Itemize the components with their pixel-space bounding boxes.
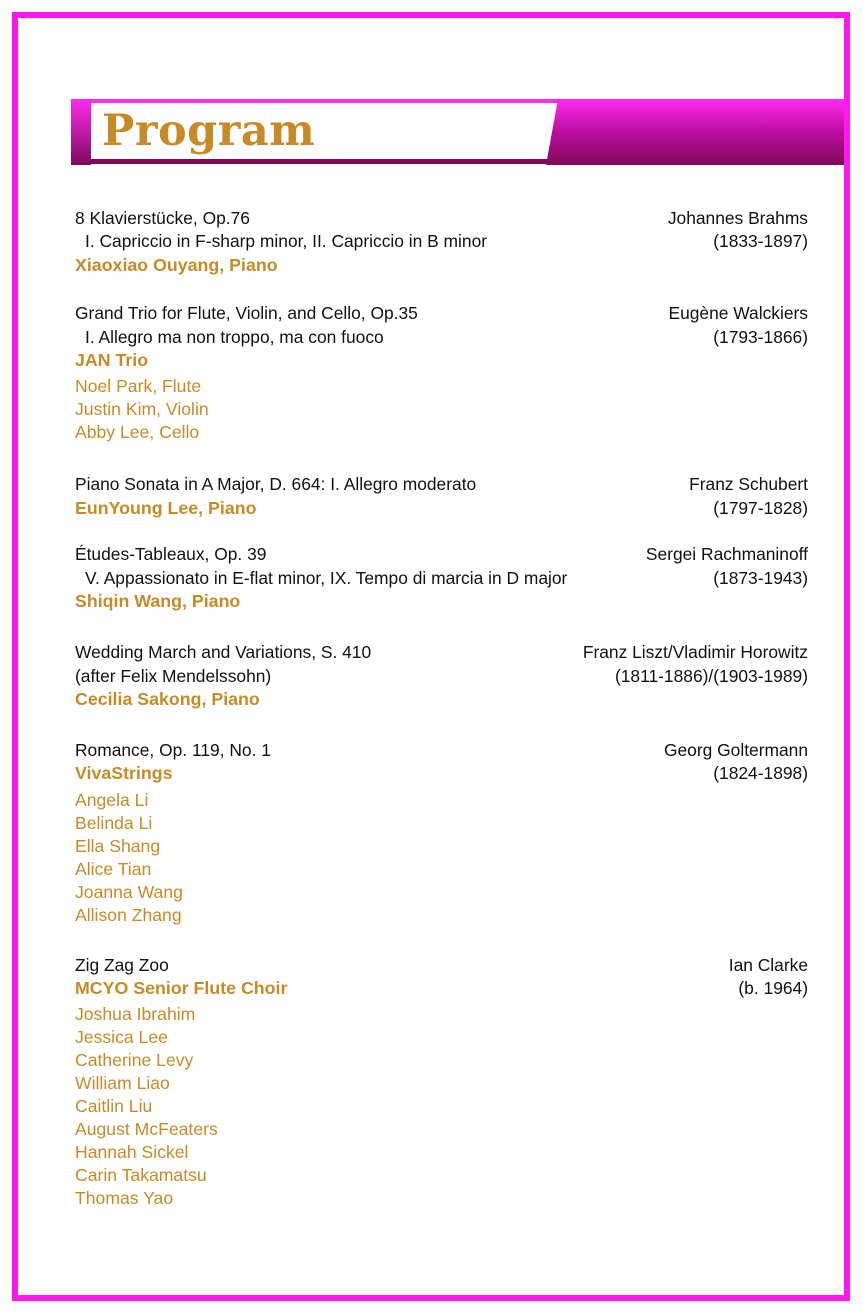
composer-name: Franz Liszt/Vladimir Horowitz: [582, 642, 808, 663]
performer: Shiqin Wang, Piano: [75, 591, 241, 612]
program-list: [75, 207, 808, 1210]
program-item-liszt-horowitz: [75, 641, 808, 711]
ensemble-member: Noel Park, Flute: [75, 376, 202, 397]
composer-dates: (1873-1943): [713, 567, 808, 588]
band-left-bar: [71, 99, 91, 165]
program-item-goltermann: [75, 739, 808, 927]
performer: VivaStrings: [75, 763, 173, 784]
ensemble-member: Angela Li: [75, 789, 149, 810]
composer-name: Eugène Walckiers: [668, 303, 808, 324]
piece-title: 8 Klavierstücke, Op.76: [75, 208, 250, 228]
ensemble-member: Abby Lee, Cello: [75, 422, 200, 443]
composer-name: Sergei Rachmaninoff: [645, 544, 808, 565]
page-title: Program: [102, 106, 316, 156]
ensemble-members: [75, 1003, 808, 1210]
piece-subtitle: (after Felix Mendelssohn): [75, 665, 272, 686]
ensemble-member: Allison Zhang: [75, 904, 182, 925]
performer: Xiaoxiao Ouyang, Piano: [75, 254, 278, 275]
performer: MCYO Senior Flute Choir: [75, 977, 288, 998]
piece-movements: I. Capriccio in F-sharp minor, II. Capriccio in B minor: [85, 231, 488, 252]
ensemble-member: Catherine Levy: [75, 1050, 194, 1071]
composer-name: Ian Clarke: [728, 954, 808, 975]
band-right-block: [546, 99, 844, 165]
piece-title: Romance, Op. 119, No. 1: [75, 739, 271, 760]
composer-dates: (1797-1828): [713, 497, 808, 518]
piece-movements: V. Appassionato in E-flat minor, IX. Tempo di marcia in D major: [85, 567, 568, 588]
performer: JAN Trio: [75, 350, 149, 371]
ensemble-member: August McFeaters: [75, 1119, 218, 1140]
program-item-schubert: [75, 473, 808, 520]
ensemble-member: Caitlin Liu: [75, 1096, 153, 1117]
composer-dates: (1793-1866): [713, 326, 808, 347]
piece-title: Wedding March and Variations, S. 410: [75, 642, 372, 663]
performer: Cecilia Sakong, Piano: [75, 689, 260, 710]
ensemble-member: Jessica Lee: [75, 1027, 168, 1048]
ensemble-member: Ella Shang: [75, 835, 161, 856]
ensemble-member: Joanna Wang: [75, 881, 183, 902]
ensemble-members: [75, 375, 808, 444]
program-item-clarke: [75, 954, 808, 1211]
ensemble-member: Justin Kim, Violin: [75, 399, 209, 420]
composer-dates: (1824-1898): [713, 763, 808, 784]
program-item-walckiers: [75, 302, 808, 444]
piece-title: Études-Tableaux, Op. 39: [75, 544, 267, 565]
ensemble-member: Carin Takamatsu: [75, 1165, 207, 1186]
composer-name: Georg Goltermann: [663, 739, 808, 760]
ensemble-member: Hannah Sickel: [75, 1142, 189, 1163]
ensemble-members: [75, 789, 808, 927]
composer-dates: (1811-1886)/(1903-1989): [614, 665, 808, 686]
composer-dates: (1833-1897): [713, 231, 808, 252]
piece-title: Piano Sonata in A Major, D. 664: I. Allegro moderato: [75, 474, 477, 495]
ensemble-member: Belinda Li: [75, 812, 153, 833]
band-bottom-line: [91, 159, 561, 164]
piece-movements: I. Allegro ma non troppo, ma con fuoco: [85, 326, 384, 347]
ensemble-member: Alice Tian: [75, 858, 152, 879]
composer-name: Johannes Brahms: [667, 208, 808, 228]
program-item-brahms: [75, 207, 808, 277]
ensemble-member: Thomas Yao: [75, 1188, 174, 1209]
program-item-rachmaninoff: [75, 543, 808, 613]
performer: EunYoung Lee, Piano: [75, 497, 257, 518]
ensemble-member: William Liao: [75, 1073, 170, 1094]
ensemble-member: Joshua Ibrahim: [75, 1004, 196, 1025]
piece-title: Zig Zag Zoo: [75, 954, 169, 975]
piece-title: Grand Trio for Flute, Violin, and Cello, Op.35: [75, 303, 418, 324]
composer-name: Franz Schubert: [689, 474, 808, 495]
composer-dates: (b. 1964): [738, 977, 808, 998]
